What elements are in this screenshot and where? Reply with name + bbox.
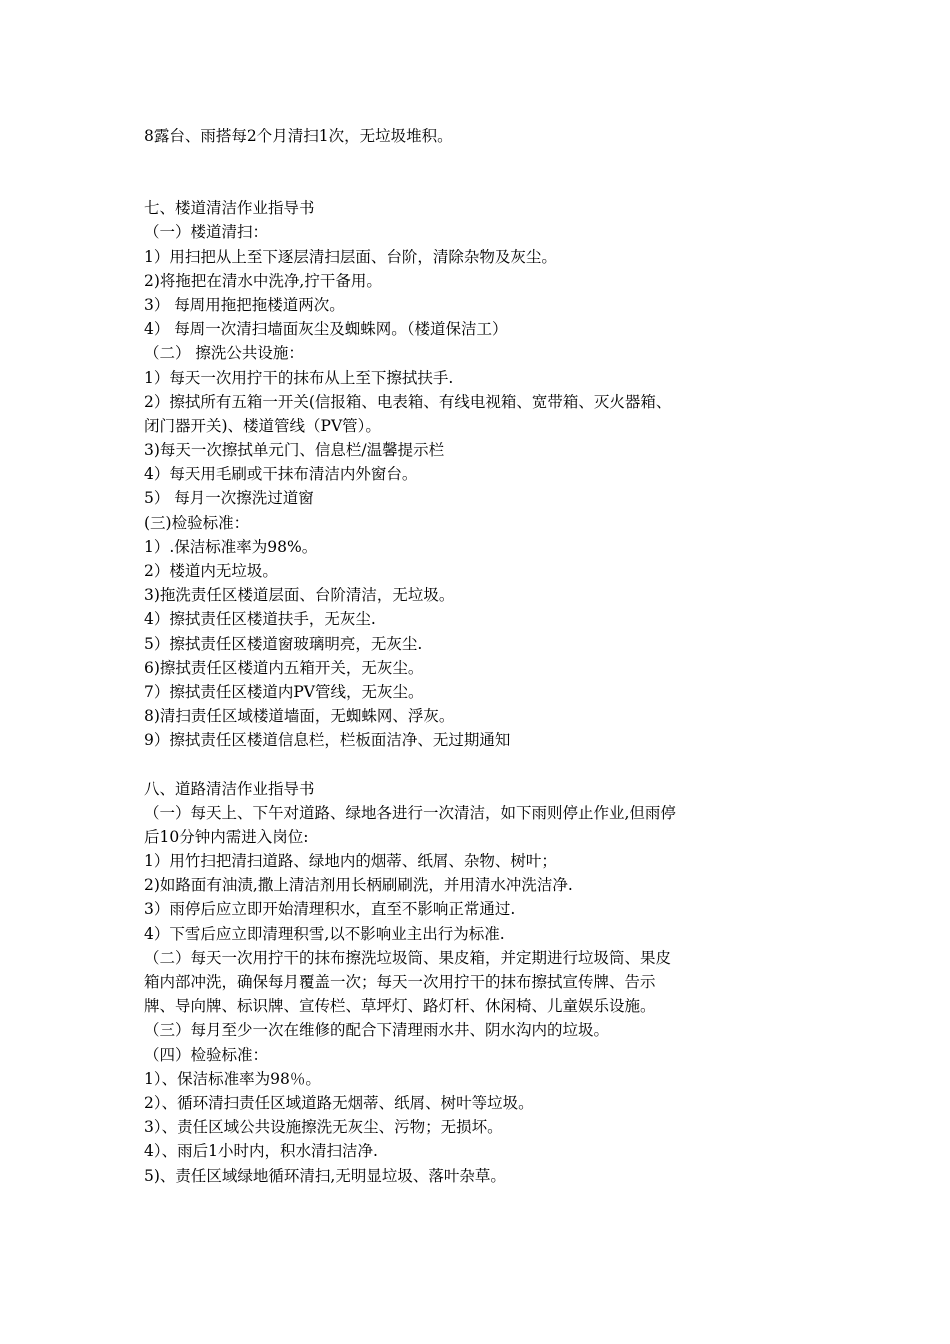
section-8-line: 4）、雨后1小时内，积水清扫洁净. — [144, 1142, 378, 1161]
section-7-line: 2)将拖把在清水中洗净,拧干备用。 — [144, 271, 382, 290]
intro-line: 8露台、雨搭每2个月清扫1次，无垃圾堆积。 — [144, 127, 453, 145]
section-7-line: 7）擦拭责任区楼道内PV管线，无灰尘。 — [144, 682, 424, 701]
section-7-line: 8)清扫责任区域楼道墙面，无蜘蛛网、浮灰。 — [144, 707, 455, 726]
section-8-line: 3）、责任区域公共设施擦洗无灰尘、污物；无损坏。 — [144, 1118, 503, 1137]
section-7-line: 4）每天用毛刷或干抹布清洁内外窗台。 — [144, 465, 418, 484]
section-7-line: 1）用扫把从上至下逐层清扫层面、台阶，清除杂物及灰尘。 — [144, 247, 557, 266]
section-7-line: 3)拖洗责任区楼道层面、台阶清洁，无垃圾。 — [144, 586, 455, 605]
section-8-line: 5)、责任区域绿地循环清扫,无明显垃圾、落叶杂草。 — [144, 1166, 506, 1185]
section-8-line: 4）下雪后应立即清理积雪,以不影响业主出行为标准. — [144, 924, 505, 943]
section-7-line: 3)每天一次擦拭单元门、信息栏/温馨提示栏 — [144, 441, 445, 460]
section-8-line: 箱内部冲洗，确保每月覆盖一次；每天一次用拧干的抹布擦拭宣传牌、告示 — [144, 973, 656, 991]
section-spacer — [144, 148, 824, 196]
document-body — [144, 124, 824, 1188]
section-8-line: （二）每天一次用拧干的抹布擦洗垃圾筒、果皮箱，并定期进行垃圾筒、果皮 — [144, 948, 672, 967]
section-7-line: 2）擦拭所有五箱一开关(信报箱、电表箱、有线电视箱、宽带箱、灭火器箱、 — [144, 392, 672, 411]
section-7-line: 1）.保洁标准率为98%。 — [144, 537, 318, 556]
section-8-line: 2）、循环清扫责任区域道路无烟蒂、纸屑、树叶等垃圾。 — [144, 1093, 534, 1112]
section-7-line: 6)擦拭责任区楼道内五箱开关，无灰尘。 — [144, 658, 424, 677]
section-7-line: （二） 擦洗公共设施： — [144, 344, 304, 363]
section-8-title: 八、道路清洁作业指导书 — [144, 779, 315, 798]
section-spacer — [144, 753, 824, 777]
section-7-line: 闭门器开关)、楼道管线（PV管）。 — [144, 416, 381, 435]
section-7-line: 4） 每周一次清扫墙面灰尘及蜘蛛网。（楼道保洁工） — [144, 320, 508, 339]
section-7-line: 1）每天一次用拧干的抹布从上至下擦拭扶手. — [144, 368, 454, 387]
section-8-line: （一）每天上、下午对道路、绿地各进行一次清洁，如下雨则停止作业,但雨停 — [144, 803, 676, 822]
section-8-line: 1）、保洁标准率为98％。 — [144, 1069, 321, 1088]
section-8-line: （三）每月至少一次在维修的配合下清理雨水井、阴水沟内的垃圾。 — [144, 1021, 610, 1040]
section-7-line: (三)检验标准： — [144, 513, 250, 532]
section-7-line: 3） 每周用拖把拖楼道两次。 — [144, 295, 345, 314]
section-8-line: 后10分钟内需进入岗位: — [144, 827, 309, 846]
section-8-line: 牌、导向牌、标识牌、宣传栏、草坪灯、路灯杆、休闲椅、儿童娱乐设施。 — [144, 997, 656, 1016]
section-8-line: 2)如路面有油渍,撒上清洁剂用长柄刷刷洗，并用清水冲洗洁净. — [144, 876, 573, 895]
section-7-line: 5） 每月一次擦洗过道窗 — [144, 489, 314, 508]
section-8-line: 1）用竹扫把清扫道路、绿地内的烟蒂、纸屑、杂物、树叶； — [144, 852, 557, 871]
section-7-line: 9）擦拭责任区楼道信息栏，栏板面洁净、无过期通知 — [144, 731, 511, 750]
section-8-line: （四）检验标准： — [144, 1045, 269, 1064]
section-7-line: 4）擦拭责任区楼道扶手，无灰尘. — [144, 610, 376, 629]
section-7-line: （一）楼道清扫： — [144, 223, 269, 242]
section-7-line: 2）楼道内无垃圾。 — [144, 562, 278, 580]
section-7-line: 5）擦拭责任区楼道窗玻璃明亮，无灰尘. — [144, 634, 423, 653]
section-8-line: 3）雨停后应立即开始清理积水，直至不影响正常通过. — [144, 900, 516, 919]
section-7-title: 七、楼道清洁作业指导书 — [144, 199, 315, 218]
